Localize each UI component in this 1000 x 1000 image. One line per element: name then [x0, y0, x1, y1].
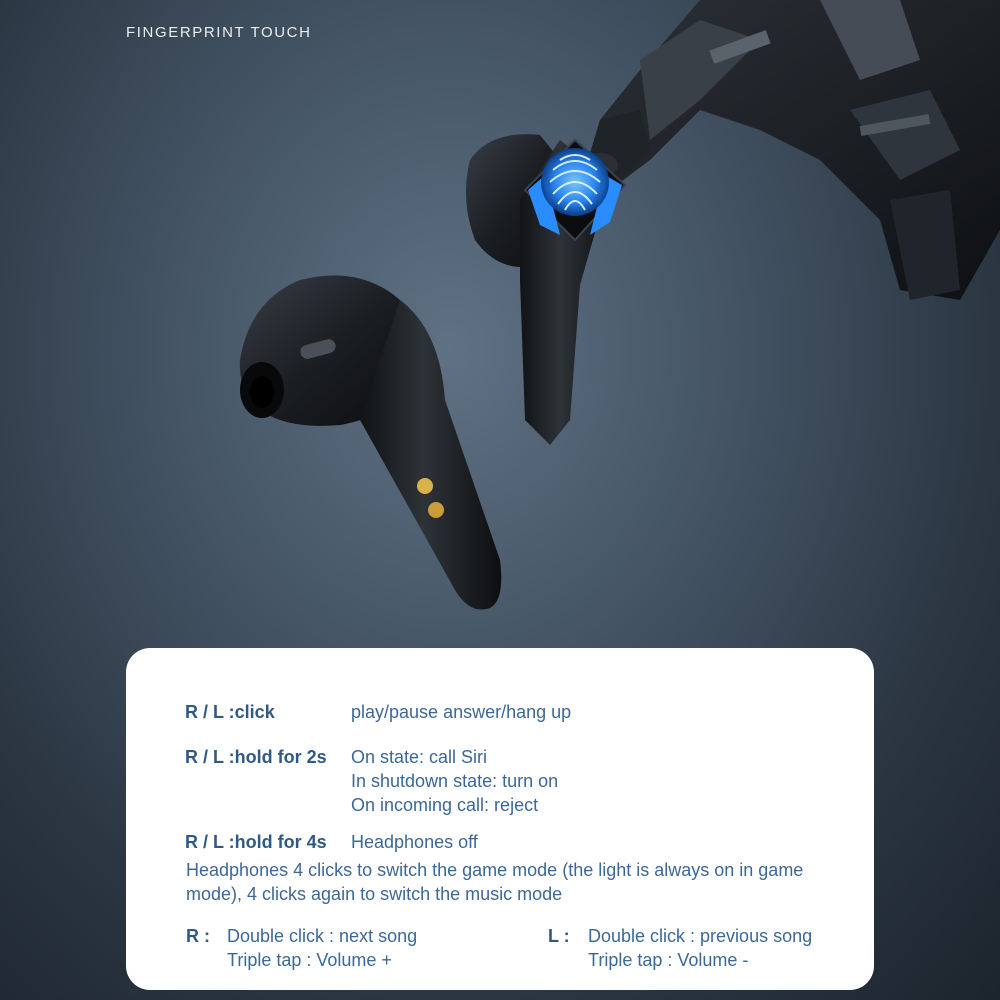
page-headline: FINGERPRINT TOUCH — [126, 24, 312, 41]
left-line: Double click : previous song — [588, 926, 813, 946]
hold4-description: Headphones off — [351, 832, 478, 852]
earbud-front — [240, 276, 501, 610]
game-mode-line: Headphones 4 clicks to switch the game mode (the light is always on in game — [186, 860, 804, 880]
left-description — [588, 924, 812, 972]
fingerprint-icon — [541, 148, 609, 216]
right-line: Double click : next song — [227, 926, 418, 946]
click-description: play/pause answer/hang up — [351, 702, 572, 722]
right-description — [227, 924, 417, 972]
left-line: Triple tap : Volume - — [588, 950, 749, 970]
hold2-line: In shutdown state: turn on — [351, 771, 559, 791]
hold4-key-label: R / L :hold for 4s — [185, 832, 327, 852]
hold2-line: On incoming call: reject — [351, 795, 539, 815]
game-mode-note — [186, 858, 866, 906]
game-mode-line: mode), 4 clicks again to switch the music mode — [186, 884, 563, 904]
robot-hand — [582, 0, 1000, 300]
hold2-description — [351, 745, 558, 817]
left-key-label: L : — [548, 926, 570, 946]
click-key-label: R / L :click — [185, 702, 275, 722]
instructions-panel — [126, 648, 874, 990]
hold2-line: On state: call Siri — [351, 747, 488, 767]
right-line: Triple tap : Volume + — [227, 950, 392, 970]
right-key-label: R : — [186, 926, 210, 946]
hold2-key-label: R / L :hold for 2s — [185, 747, 327, 767]
